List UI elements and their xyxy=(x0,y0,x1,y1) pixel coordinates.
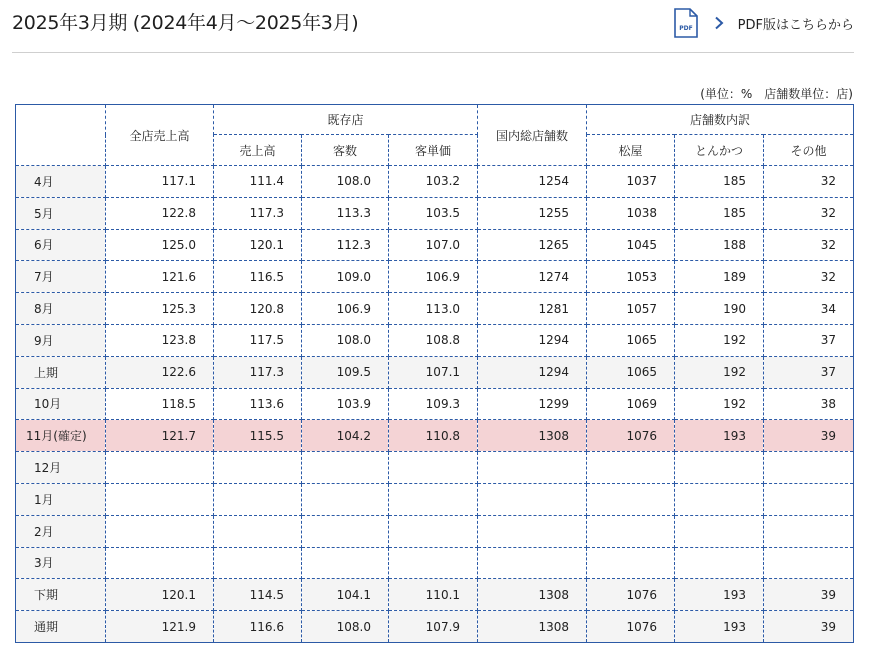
header-domestic-stores: 国内総店舗数 xyxy=(478,105,587,166)
table-row xyxy=(16,261,854,293)
table-cell: 39 xyxy=(764,611,854,643)
header-existing-customers: 客数 xyxy=(302,135,389,166)
table-cell: 121.6 xyxy=(106,261,214,293)
table-row xyxy=(16,293,854,325)
table-row xyxy=(16,452,854,484)
table-cell: 1038 xyxy=(587,197,675,229)
table-cell xyxy=(587,547,675,579)
pdf-download-link[interactable] xyxy=(674,8,854,38)
table-cell: 107.0 xyxy=(389,229,478,261)
table-cell: 190 xyxy=(675,293,764,325)
header-all-store-sales: 全店売上高 xyxy=(106,105,214,166)
table-cell xyxy=(302,452,389,484)
table-cell xyxy=(764,483,854,515)
table-cell: 111.4 xyxy=(214,166,302,198)
table-cell: 113.3 xyxy=(302,197,389,229)
row-label: 1月 xyxy=(16,483,106,515)
table-row xyxy=(16,324,854,356)
table-cell: 1294 xyxy=(478,356,587,388)
table-cell: 104.1 xyxy=(302,579,389,611)
table-cell: 112.3 xyxy=(302,229,389,261)
table-row xyxy=(16,197,854,229)
table-cell: 103.2 xyxy=(389,166,478,198)
table-cell: 1299 xyxy=(478,388,587,420)
table-cell xyxy=(389,547,478,579)
table-row xyxy=(16,356,854,388)
header-existing-stores: 既存店 xyxy=(214,105,478,135)
row-label: 3月 xyxy=(16,547,106,579)
table-cell: 117.5 xyxy=(214,324,302,356)
table-cell: 1281 xyxy=(478,293,587,325)
table-cell: 1076 xyxy=(587,579,675,611)
table-cell: 113.6 xyxy=(214,388,302,420)
table-cell: 118.5 xyxy=(106,388,214,420)
row-label: 2月 xyxy=(16,515,106,547)
table-cell: 110.8 xyxy=(389,420,478,452)
table-cell: 116.6 xyxy=(214,611,302,643)
table-cell: 108.0 xyxy=(302,324,389,356)
table-cell: 1065 xyxy=(587,324,675,356)
table-cell: 120.1 xyxy=(106,579,214,611)
table-cell: 1308 xyxy=(478,611,587,643)
table-cell: 1045 xyxy=(587,229,675,261)
table-cell xyxy=(478,483,587,515)
table-cell: 38 xyxy=(764,388,854,420)
table-cell: 117.1 xyxy=(106,166,214,198)
table-cell: 193 xyxy=(675,420,764,452)
table-cell: 1308 xyxy=(478,579,587,611)
table-body xyxy=(16,166,854,643)
table-cell: 120.8 xyxy=(214,293,302,325)
table-row xyxy=(16,483,854,515)
table-cell: 32 xyxy=(764,197,854,229)
table-cell: 1265 xyxy=(478,229,587,261)
table-cell: 1065 xyxy=(587,356,675,388)
table-cell: 192 xyxy=(675,324,764,356)
table-cell: 117.3 xyxy=(214,356,302,388)
table-row xyxy=(16,420,854,452)
table-cell: 32 xyxy=(764,261,854,293)
header-other: その他 xyxy=(764,135,854,166)
table-cell: 108.8 xyxy=(389,324,478,356)
table-cell xyxy=(675,547,764,579)
table-cell: 192 xyxy=(675,356,764,388)
table-cell: 116.5 xyxy=(214,261,302,293)
header-existing-sales: 売上高 xyxy=(214,135,302,166)
table-cell: 32 xyxy=(764,229,854,261)
table-cell: 122.6 xyxy=(106,356,214,388)
table-cell: 1037 xyxy=(587,166,675,198)
table-cell xyxy=(675,483,764,515)
table-cell xyxy=(389,515,478,547)
table-cell: 120.1 xyxy=(214,229,302,261)
table-cell: 189 xyxy=(675,261,764,293)
row-label: 9月 xyxy=(16,324,106,356)
row-label: 下期 xyxy=(16,579,106,611)
table-cell xyxy=(302,547,389,579)
table-row xyxy=(16,515,854,547)
table-cell: 1057 xyxy=(587,293,675,325)
row-label: 11月(確定) xyxy=(16,420,106,452)
table-cell xyxy=(478,452,587,484)
table-row xyxy=(16,547,854,579)
table-cell: 1255 xyxy=(478,197,587,229)
table-cell xyxy=(675,452,764,484)
row-label: 通期 xyxy=(16,611,106,643)
table-cell xyxy=(587,515,675,547)
table-cell xyxy=(214,452,302,484)
table-cell: 32 xyxy=(764,166,854,198)
table-cell: 109.0 xyxy=(302,261,389,293)
table-cell: 110.1 xyxy=(389,579,478,611)
table-cell: 1069 xyxy=(587,388,675,420)
table-cell: 125.0 xyxy=(106,229,214,261)
table-cell: 108.0 xyxy=(302,611,389,643)
table-cell: 39 xyxy=(764,579,854,611)
table-cell xyxy=(302,515,389,547)
table-cell: 193 xyxy=(675,579,764,611)
table-cell xyxy=(587,483,675,515)
pdf-file-icon[interactable] xyxy=(674,8,698,38)
table-cell: 121.7 xyxy=(106,420,214,452)
table-cell: 123.8 xyxy=(106,324,214,356)
table-cell: 106.9 xyxy=(302,293,389,325)
table-cell: 121.9 xyxy=(106,611,214,643)
table-cell xyxy=(106,483,214,515)
table-cell: 114.5 xyxy=(214,579,302,611)
table-cell: 185 xyxy=(675,197,764,229)
table-cell: 1274 xyxy=(478,261,587,293)
table-cell: 193 xyxy=(675,611,764,643)
table-cell: 104.2 xyxy=(302,420,389,452)
table-cell xyxy=(478,515,587,547)
header-existing-unit-price: 客単価 xyxy=(389,135,478,166)
header-store-breakdown: 店舗数内訳 xyxy=(587,105,854,135)
table-cell: 192 xyxy=(675,388,764,420)
table-cell xyxy=(764,547,854,579)
pdf-link-label[interactable]: PDF版はこちらから xyxy=(737,17,854,33)
row-label: 10月 xyxy=(16,388,106,420)
table-cell: 103.5 xyxy=(389,197,478,229)
row-label: 5月 xyxy=(16,197,106,229)
chevron-right-icon xyxy=(714,16,724,30)
table-cell: 106.9 xyxy=(389,261,478,293)
table-row xyxy=(16,579,854,611)
table-cell xyxy=(106,452,214,484)
row-label: 12月 xyxy=(16,452,106,484)
header-blank-cell xyxy=(16,105,106,166)
header-matsuya: 松屋 xyxy=(587,135,675,166)
table-cell: 109.5 xyxy=(302,356,389,388)
header-tonkatsu: とんかつ xyxy=(675,135,764,166)
table-cell: 109.3 xyxy=(389,388,478,420)
table-cell xyxy=(675,515,764,547)
pdf-icon-label: PDF xyxy=(678,25,693,32)
table-cell xyxy=(764,515,854,547)
table-cell xyxy=(214,515,302,547)
table-cell xyxy=(587,452,675,484)
table-cell: 39 xyxy=(764,420,854,452)
table-row xyxy=(16,229,854,261)
table-cell xyxy=(106,547,214,579)
table-cell: 107.1 xyxy=(389,356,478,388)
row-label: 8月 xyxy=(16,293,106,325)
row-label: 4月 xyxy=(16,166,106,198)
table-cell: 122.8 xyxy=(106,197,214,229)
table-cell: 1076 xyxy=(587,611,675,643)
table-cell: 113.0 xyxy=(389,293,478,325)
row-label: 上期 xyxy=(16,356,106,388)
table-cell: 125.3 xyxy=(106,293,214,325)
table-cell: 34 xyxy=(764,293,854,325)
table-cell xyxy=(389,452,478,484)
table-row xyxy=(16,611,854,643)
table-cell xyxy=(764,452,854,484)
table-cell xyxy=(478,547,587,579)
table-cell: 37 xyxy=(764,324,854,356)
table-cell: 1294 xyxy=(478,324,587,356)
table-cell: 1254 xyxy=(478,166,587,198)
table-cell xyxy=(302,483,389,515)
table-cell: 117.3 xyxy=(214,197,302,229)
unit-note: (単位：% 店舗数単位：店) xyxy=(700,87,853,101)
table-cell: 185 xyxy=(675,166,764,198)
table-cell xyxy=(214,483,302,515)
row-label: 6月 xyxy=(16,229,106,261)
header-divider xyxy=(12,52,854,53)
table-cell xyxy=(389,483,478,515)
table-cell xyxy=(106,515,214,547)
row-label: 7月 xyxy=(16,261,106,293)
table-cell: 188 xyxy=(675,229,764,261)
page-title: 2025年3月期 (2024年4月～2025年3月) xyxy=(12,12,359,34)
table-cell: 37 xyxy=(764,356,854,388)
monthly-sales-table xyxy=(15,104,854,643)
table-cell: 107.9 xyxy=(389,611,478,643)
table-cell: 1076 xyxy=(587,420,675,452)
table-cell: 115.5 xyxy=(214,420,302,452)
table-cell: 103.9 xyxy=(302,388,389,420)
table-cell: 1308 xyxy=(478,420,587,452)
table-row xyxy=(16,166,854,198)
table-row xyxy=(16,388,854,420)
table-cell xyxy=(214,547,302,579)
table-cell: 108.0 xyxy=(302,166,389,198)
table-cell: 1053 xyxy=(587,261,675,293)
